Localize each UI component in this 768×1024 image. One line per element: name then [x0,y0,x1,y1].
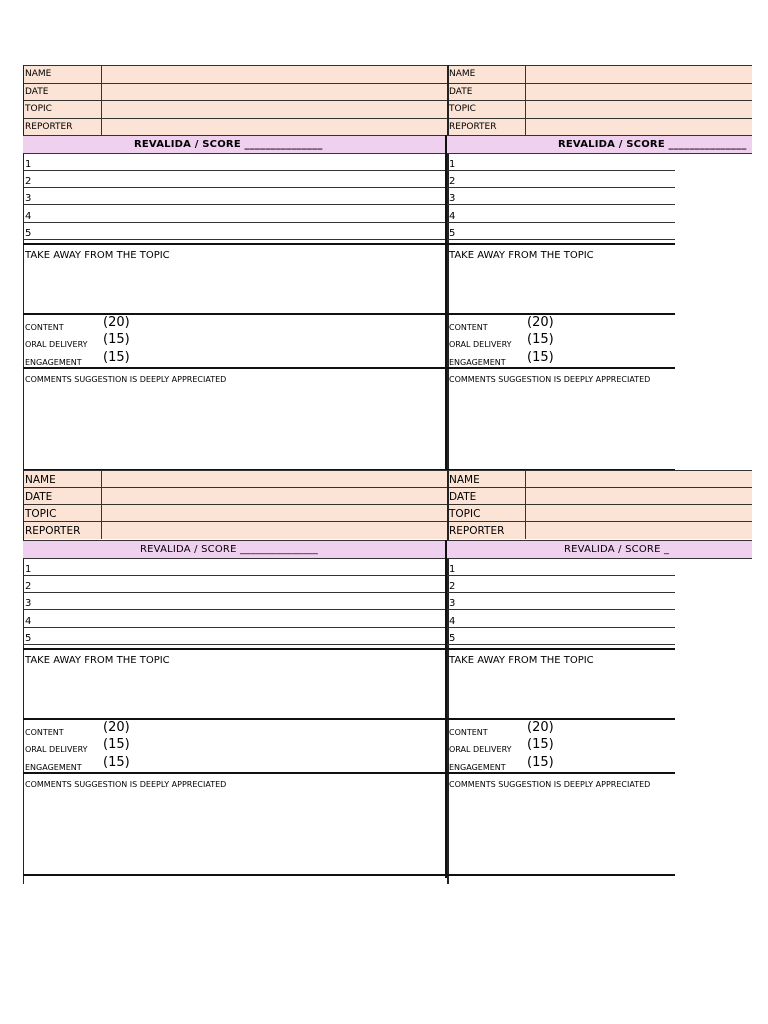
topic-field[interactable] [101,101,102,118]
criterion-points: (20) [527,720,554,735]
row-number: 3 [449,193,456,205]
row-number: 2 [449,581,456,593]
info-row-topic [23,504,447,522]
criterion-points: (15) [103,737,130,752]
criterion-points: (15) [103,350,130,365]
row-number: 4 [449,210,456,222]
row-number: 2 [449,176,456,188]
score-header [447,135,752,154]
date-field[interactable] [525,84,526,101]
name-label: NAME [25,69,52,79]
numbered-row[interactable] [447,559,675,576]
name-label: NAME [449,69,476,79]
row-number: 3 [25,598,32,610]
name-field[interactable] [525,471,526,488]
numbered-row[interactable] [23,559,447,576]
comments-label: COMMENTS SUGGESTION IS DEEPLY APPRECIATED [25,780,227,789]
score-header [23,135,447,154]
numbered-row[interactable] [23,593,447,610]
numbered-row[interactable] [447,593,675,610]
score-header [447,540,752,559]
row-number: 5 [449,227,456,239]
numbered-row[interactable] [447,223,675,240]
info-row-reporter [23,118,447,136]
criterion-label: CONTENT [449,323,488,332]
row-number: 4 [449,615,456,627]
criterion-points: (20) [103,720,130,735]
row-number: 5 [25,632,32,644]
numbered-row[interactable] [447,188,675,205]
criterion-points: (15) [103,332,130,347]
criterion-points: (20) [527,315,554,330]
criterion-label: ORAL DELIVERY [25,745,88,754]
info-row-name [23,65,447,83]
topic-field[interactable] [525,101,526,118]
criteria-section [23,313,447,367]
row-number: 4 [25,615,32,627]
numbered-row[interactable] [23,576,447,593]
comments-section[interactable] [23,772,447,876]
row-number: 2 [25,581,32,593]
comments-label: COMMENTS SUGGESTION IS DEEPLY APPRECIATED [449,375,651,384]
comments-section[interactable] [23,367,447,471]
comments-label: COMMENTS SUGGESTION IS DEEPLY APPRECIATED [25,375,227,384]
info-row-name [23,470,447,488]
date-field[interactable] [101,488,102,505]
criterion-label: ORAL DELIVERY [25,340,88,349]
reporter-field[interactable] [101,119,102,136]
takeaway-label: TAKE AWAY FROM THE TOPIC [449,250,594,261]
takeaway-section[interactable] [23,243,447,313]
date-label: DATE [25,491,53,503]
reporter-field[interactable] [101,522,102,539]
numbered-row[interactable] [23,611,447,628]
criterion-points: (15) [103,755,130,770]
takeaway-label: TAKE AWAY FROM THE TOPIC [25,250,170,261]
info-row-date [447,83,752,101]
criterion-label: ORAL DELIVERY [449,745,512,754]
criterion-points: (15) [527,332,554,347]
comments-section[interactable] [447,772,675,876]
info-row-topic [447,504,752,522]
row-number: 1 [449,564,456,575]
comments-label: COMMENTS SUGGESTION IS DEEPLY APPRECIATED [449,780,651,789]
criteria-section [447,718,675,772]
evaluation-form [23,65,447,479]
row-number: 1 [25,159,32,170]
info-row-name [447,65,752,83]
reporter-label: REPORTER [25,121,73,132]
score-header-text: REVALIDA / SCORE _ [564,544,670,555]
row-number: 1 [449,159,456,170]
date-label: DATE [25,86,49,97]
row-number: 4 [25,210,32,222]
info-row-date [23,83,447,101]
criterion-label: ENGAGEMENT [449,763,506,772]
row-number: 5 [25,227,32,239]
criterion-points: (15) [527,737,554,752]
comments-section[interactable] [447,367,675,471]
date-label: DATE [449,86,473,97]
numbered-row[interactable] [447,206,675,223]
criteria-section [23,718,447,772]
numbered-row[interactable] [447,171,675,188]
date-field[interactable] [101,84,102,101]
score-header-text: REVALIDA / SCORE _______________ [140,544,318,555]
topic-field[interactable] [525,505,526,522]
numbered-row[interactable] [23,206,447,223]
numbered-row[interactable] [23,223,447,240]
reporter-field[interactable] [525,522,526,539]
evaluation-form [447,65,752,479]
evaluation-form [447,470,752,884]
row-number: 3 [25,193,32,205]
topic-label: TOPIC [449,508,481,520]
numbered-row[interactable] [23,628,447,645]
date-field[interactable] [525,488,526,505]
info-row-name [447,470,752,488]
numbered-row[interactable] [23,171,447,188]
criterion-label: ENGAGEMENT [25,358,82,367]
topic-field[interactable] [101,505,102,522]
name-field[interactable] [525,66,526,83]
info-row-reporter [447,521,752,539]
name-field[interactable] [101,66,102,83]
row-number: 2 [25,176,32,188]
criterion-label: CONTENT [25,323,64,332]
numbered-row[interactable] [23,154,447,171]
criterion-label: ENGAGEMENT [449,358,506,367]
info-row-reporter [23,521,447,539]
reporter-label: REPORTER [449,525,505,537]
info-row-date [447,487,752,505]
date-label: DATE [449,491,477,503]
info-row-date [23,487,447,505]
criterion-label: ORAL DELIVERY [449,340,512,349]
criterion-points: (15) [527,755,554,770]
reporter-label: REPORTER [449,121,497,132]
numbered-row[interactable] [447,628,675,645]
takeaway-label: TAKE AWAY FROM THE TOPIC [25,655,170,666]
reporter-label: REPORTER [25,525,81,537]
topic-label: TOPIC [25,508,57,520]
name-label: NAME [25,474,56,486]
name-label: NAME [449,474,480,486]
score-header-text: REVALIDA / SCORE _______________ [558,139,747,150]
topic-label: TOPIC [449,104,476,114]
takeaway-section[interactable] [447,243,675,313]
topic-label: TOPIC [25,104,52,114]
criterion-points: (15) [527,350,554,365]
row-number: 5 [449,632,456,644]
score-header [23,540,447,559]
name-field[interactable] [101,471,102,488]
numbered-row[interactable] [23,188,447,205]
criteria-section [447,313,675,367]
row-number: 1 [25,564,32,575]
criterion-points: (20) [103,315,130,330]
info-row-reporter [447,118,752,136]
takeaway-section[interactable] [23,648,447,718]
numbered-row[interactable] [447,576,675,593]
numbered-row[interactable] [447,154,675,171]
score-header-text: REVALIDA / SCORE _______________ [134,139,323,150]
numbered-row[interactable] [447,611,675,628]
criterion-label: ENGAGEMENT [25,763,82,772]
reporter-field[interactable] [525,119,526,136]
evaluation-form [23,470,447,884]
info-row-topic [23,100,447,118]
criterion-label: CONTENT [449,728,488,737]
info-row-topic [447,100,752,118]
row-number: 3 [449,598,456,610]
criterion-label: CONTENT [25,728,64,737]
takeaway-label: TAKE AWAY FROM THE TOPIC [449,655,594,666]
takeaway-section[interactable] [447,648,675,718]
